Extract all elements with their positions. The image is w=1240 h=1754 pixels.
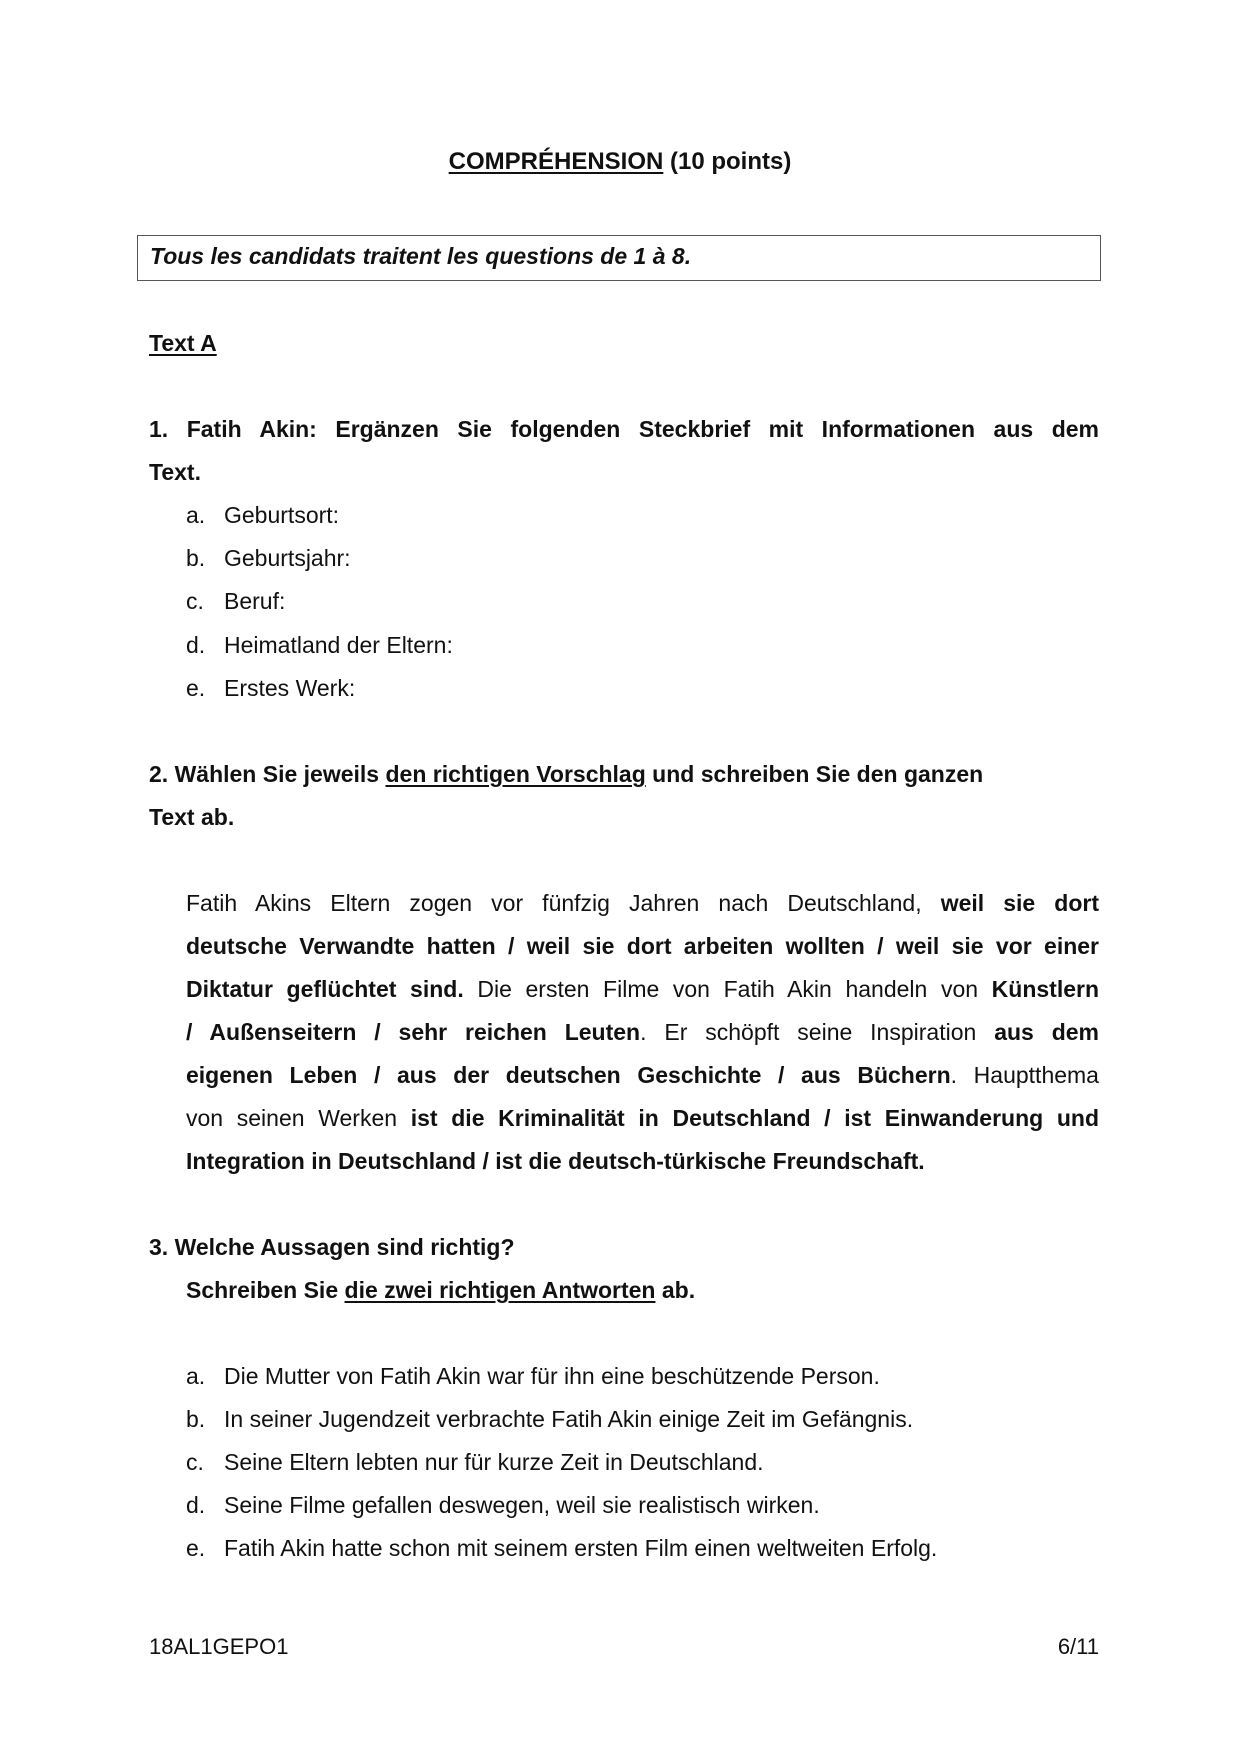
q1-line2: Text. bbox=[149, 459, 201, 485]
list-text: Geburtsjahr: bbox=[224, 545, 351, 571]
paragraph-option: Künstlern bbox=[991, 976, 1100, 1002]
paragraph-text: . Hauptthema bbox=[950, 1062, 1099, 1088]
list-marker: b. bbox=[186, 1406, 206, 1432]
list-text: Die Mutter von Fatih Akin war für ihn eine beschützende Person. bbox=[224, 1363, 880, 1389]
list-item bbox=[186, 1449, 764, 1476]
paragraph-option: weil sie dort bbox=[940, 890, 1099, 916]
list-marker: a. bbox=[186, 502, 206, 528]
paragraph-option: ist die Kriminalität in Deutschland / ist Einwanderung und bbox=[410, 1105, 1100, 1131]
q2-paragraph-line: deutsche Verwandte hatten / weil sie dort arbeiten wollten / weil sie vor einer bbox=[186, 933, 1099, 959]
footer-page-number: 6/11 bbox=[1057, 1634, 1099, 1659]
section-heading: Text A bbox=[149, 330, 217, 356]
list-text: In seiner Jugendzeit verbrachte Fatih Akin einige Zeit im Gefängnis. bbox=[224, 1406, 914, 1432]
page-title bbox=[0, 148, 1240, 176]
list-item bbox=[186, 1406, 913, 1433]
paragraph-text: . Er schöpft seine Inspiration bbox=[640, 1019, 977, 1045]
q2-paragraph-line bbox=[186, 1019, 1099, 1046]
q3-underlined: die zwei richtigen Antworten bbox=[344, 1277, 656, 1303]
list-text: Erstes Werk: bbox=[224, 675, 356, 701]
paragraph-option: eigenen Leben / aus der deutschen Geschichte / aus Büchern bbox=[186, 1062, 951, 1088]
instruction-text: Tous les candidats traitent les questions de 1 à 8. bbox=[150, 243, 692, 269]
q2-paragraph-line bbox=[186, 976, 1099, 1003]
q3-line1: 3. Welche Aussagen sind richtig? bbox=[149, 1234, 515, 1260]
paragraph-text: Die ersten Filme von Fatih Akin handeln von bbox=[477, 976, 979, 1002]
list-marker: d. bbox=[186, 1492, 206, 1518]
paragraph-option: / Außenseitern / sehr reichen Leuten bbox=[186, 1019, 641, 1045]
paragraph-option: aus dem bbox=[994, 1019, 1099, 1045]
list-item bbox=[186, 675, 355, 702]
list-marker: e. bbox=[186, 675, 206, 701]
list-marker: b. bbox=[186, 545, 206, 571]
paragraph-text: Fatih Akins Eltern zogen vor fünfzig Jahren nach Deutschland, bbox=[186, 890, 922, 916]
list-item bbox=[186, 588, 285, 615]
title-points: (10 points) bbox=[670, 148, 792, 175]
list-item bbox=[186, 1535, 937, 1562]
q3-pre: Schreiben Sie bbox=[186, 1277, 345, 1303]
list-text: Seine Filme gefallen deswegen, weil sie realistisch wirken. bbox=[224, 1492, 820, 1518]
q2-paragraph-line bbox=[186, 1062, 1099, 1089]
paragraph-text: von seinen Werken bbox=[186, 1105, 398, 1131]
list-text: Seine Eltern lebten nur für kurze Zeit in Deutschland. bbox=[224, 1449, 764, 1475]
list-item bbox=[186, 1363, 880, 1390]
q3-line2 bbox=[186, 1277, 695, 1304]
q2-line1 bbox=[149, 761, 983, 788]
list-marker: d. bbox=[186, 632, 206, 658]
list-item bbox=[186, 632, 453, 659]
list-text: Beruf: bbox=[224, 588, 286, 614]
list-text: Geburtsort: bbox=[224, 502, 340, 528]
q3-post: ab. bbox=[655, 1277, 696, 1303]
title-main: COMPRÉHENSION bbox=[448, 148, 664, 175]
paragraph-option: Diktatur geflüchtet sind. bbox=[186, 976, 464, 1002]
list-marker: a. bbox=[186, 1363, 206, 1389]
list-text: Heimatland der Eltern: bbox=[224, 632, 453, 658]
list-marker: e. bbox=[186, 1535, 206, 1561]
footer-code: 18AL1GEPO1 bbox=[149, 1634, 289, 1659]
instruction-box bbox=[137, 235, 1101, 281]
list-item bbox=[186, 502, 339, 529]
list-item bbox=[186, 545, 351, 572]
list-text: Fatih Akin hatte schon mit seinem ersten Film einen weltweiten Erfolg. bbox=[224, 1535, 938, 1561]
list-marker: c. bbox=[186, 1449, 204, 1475]
q2-paragraph-line: Integration in Deutschland / ist die deutsch-türkische Freundschaft. bbox=[186, 1148, 925, 1174]
q2-underlined: den richtigen Vorschlag bbox=[385, 761, 646, 787]
q2-pre: 2. Wählen Sie jeweils bbox=[149, 761, 386, 787]
q2-line2: Text ab. bbox=[149, 804, 235, 830]
q2-post: und schreiben Sie den ganzen bbox=[645, 761, 984, 787]
q2-paragraph-line bbox=[186, 1105, 1099, 1132]
q1-line1: 1. Fatih Akin: Ergänzen Sie folgenden Steckbrief mit Informationen aus dem bbox=[149, 416, 1099, 442]
q2-paragraph-line bbox=[186, 890, 1099, 917]
list-item bbox=[186, 1492, 820, 1519]
list-marker: c. bbox=[186, 588, 204, 614]
